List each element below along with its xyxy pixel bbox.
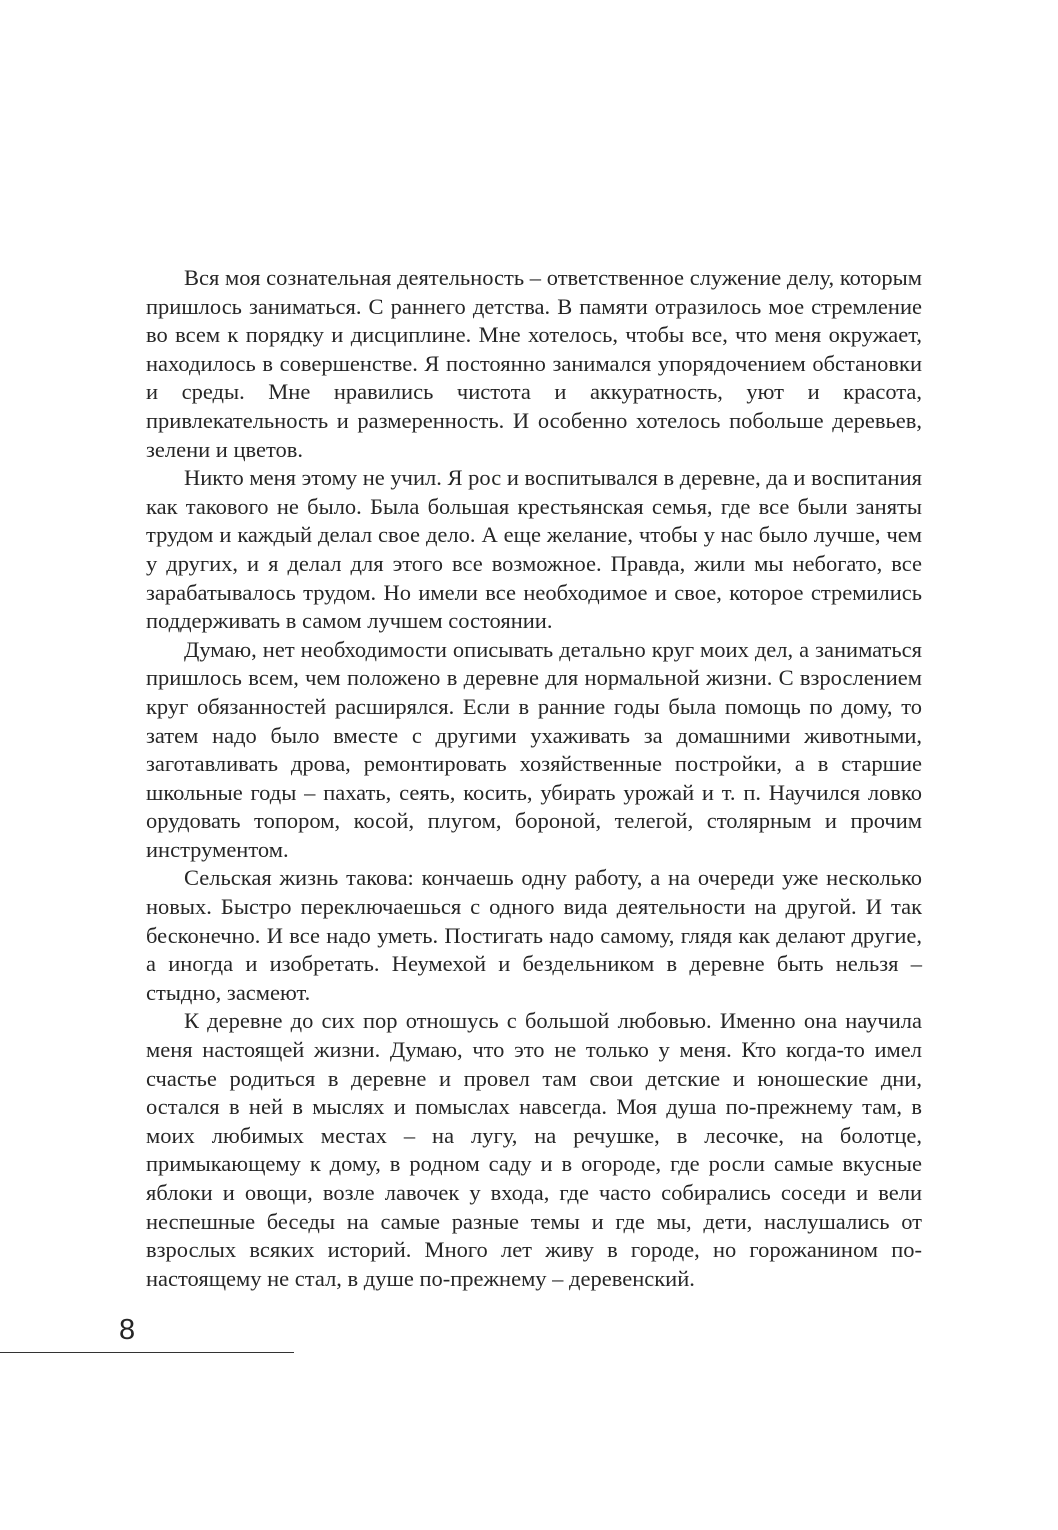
paragraph-4: Сельская жизнь такова: кончаешь одну работу, а на очереди уже несколько новых. Быстро переключаешься с одного вида деятельности на другой. И так бесконечно. И все надо уметь. Постигать надо самому, глядя как делают другие, а иногда и изобретать. Неумехой и бездельником в деревне быть нельзя – стыдно, засмеют.	[146, 865, 922, 1005]
footer-rule	[0, 1352, 294, 1353]
body-text	[146, 264, 922, 1293]
paragraph-5: К деревне до сих пор отношусь с большой любовью. Именно она научила меня настоящей жизни. Думаю, что это не только у меня. Кто когда-то имел счастье родиться в деревне и провел там свои детские и юношеские дни, остался в ней в мыслях и помыслах навсегда. Моя душа по-прежнему там, в моих любимых местах – на лугу, на речушке, в лесочке, на болотце, примыкающему к дому, в родном саду и в огороде, где росли самые вкусные яблоки и овощи, возле лавочек у входа, где часто собирались соседи и вели неспешные беседы на самые разные темы и где мы, дети, наслушались от взрослых всяких историй. Много лет живу в городе, но горожанином понастоящему не стал, в душе по-прежнему – деревенский.	[146, 1008, 922, 1291]
paragraph-3: Думаю, нет необходимости описывать детально круг моих дел, а заниматься пришлось всем, чем положено в деревне для нормальной жизни. С взрослением круг обязанностей расширялся. Если в ранние годы была помощь по дому, то затем надо было вместе с другими ухаживать за домашними животными, заготавливать дрова, ремонтировать хозяйственные постройки, а в старшие школьные годы – пахать, сеять, косить, убирать урожай и т. п. Научился ловко орудовать топором, косой, плугом, бороной, телегой, столярным и прочим инструментом.	[146, 636, 922, 862]
paragraph-2: Никто меня этому не учил. Я рос и воспитывался в деревне, да и воспитания как такового не было. Была большая крестьянская семья, где все были заняты трудом и каждый делал свое дело. А еще желание, чтобы у нас было лучше, чем у других, и я делал для этого все возможное. Правда, жили мы небогато, все зарабатывалось трудом. Но имели все необходимое и свое, которое стремились поддерживать в самом лучшем состоянии.	[146, 465, 922, 634]
paragraph-1: Вся моя сознательная деятельность – ответственное служение делу, которым пришлось заниматься. С раннего детства. В памяти отразилось мое стремление во всем к порядку и дисциплине. Мне хотелось, чтобы все, что меня окружает, находилось в совершенстве. Я постоянно занимался упорядочением обстановки и среды. Мне нравились чистота и аккуратность, уют и красота, привлекательность и размеренность. И особенно хотелось побольше деревьев, зелени и цветов.	[146, 265, 922, 462]
page-number: 8	[119, 1314, 136, 1346]
